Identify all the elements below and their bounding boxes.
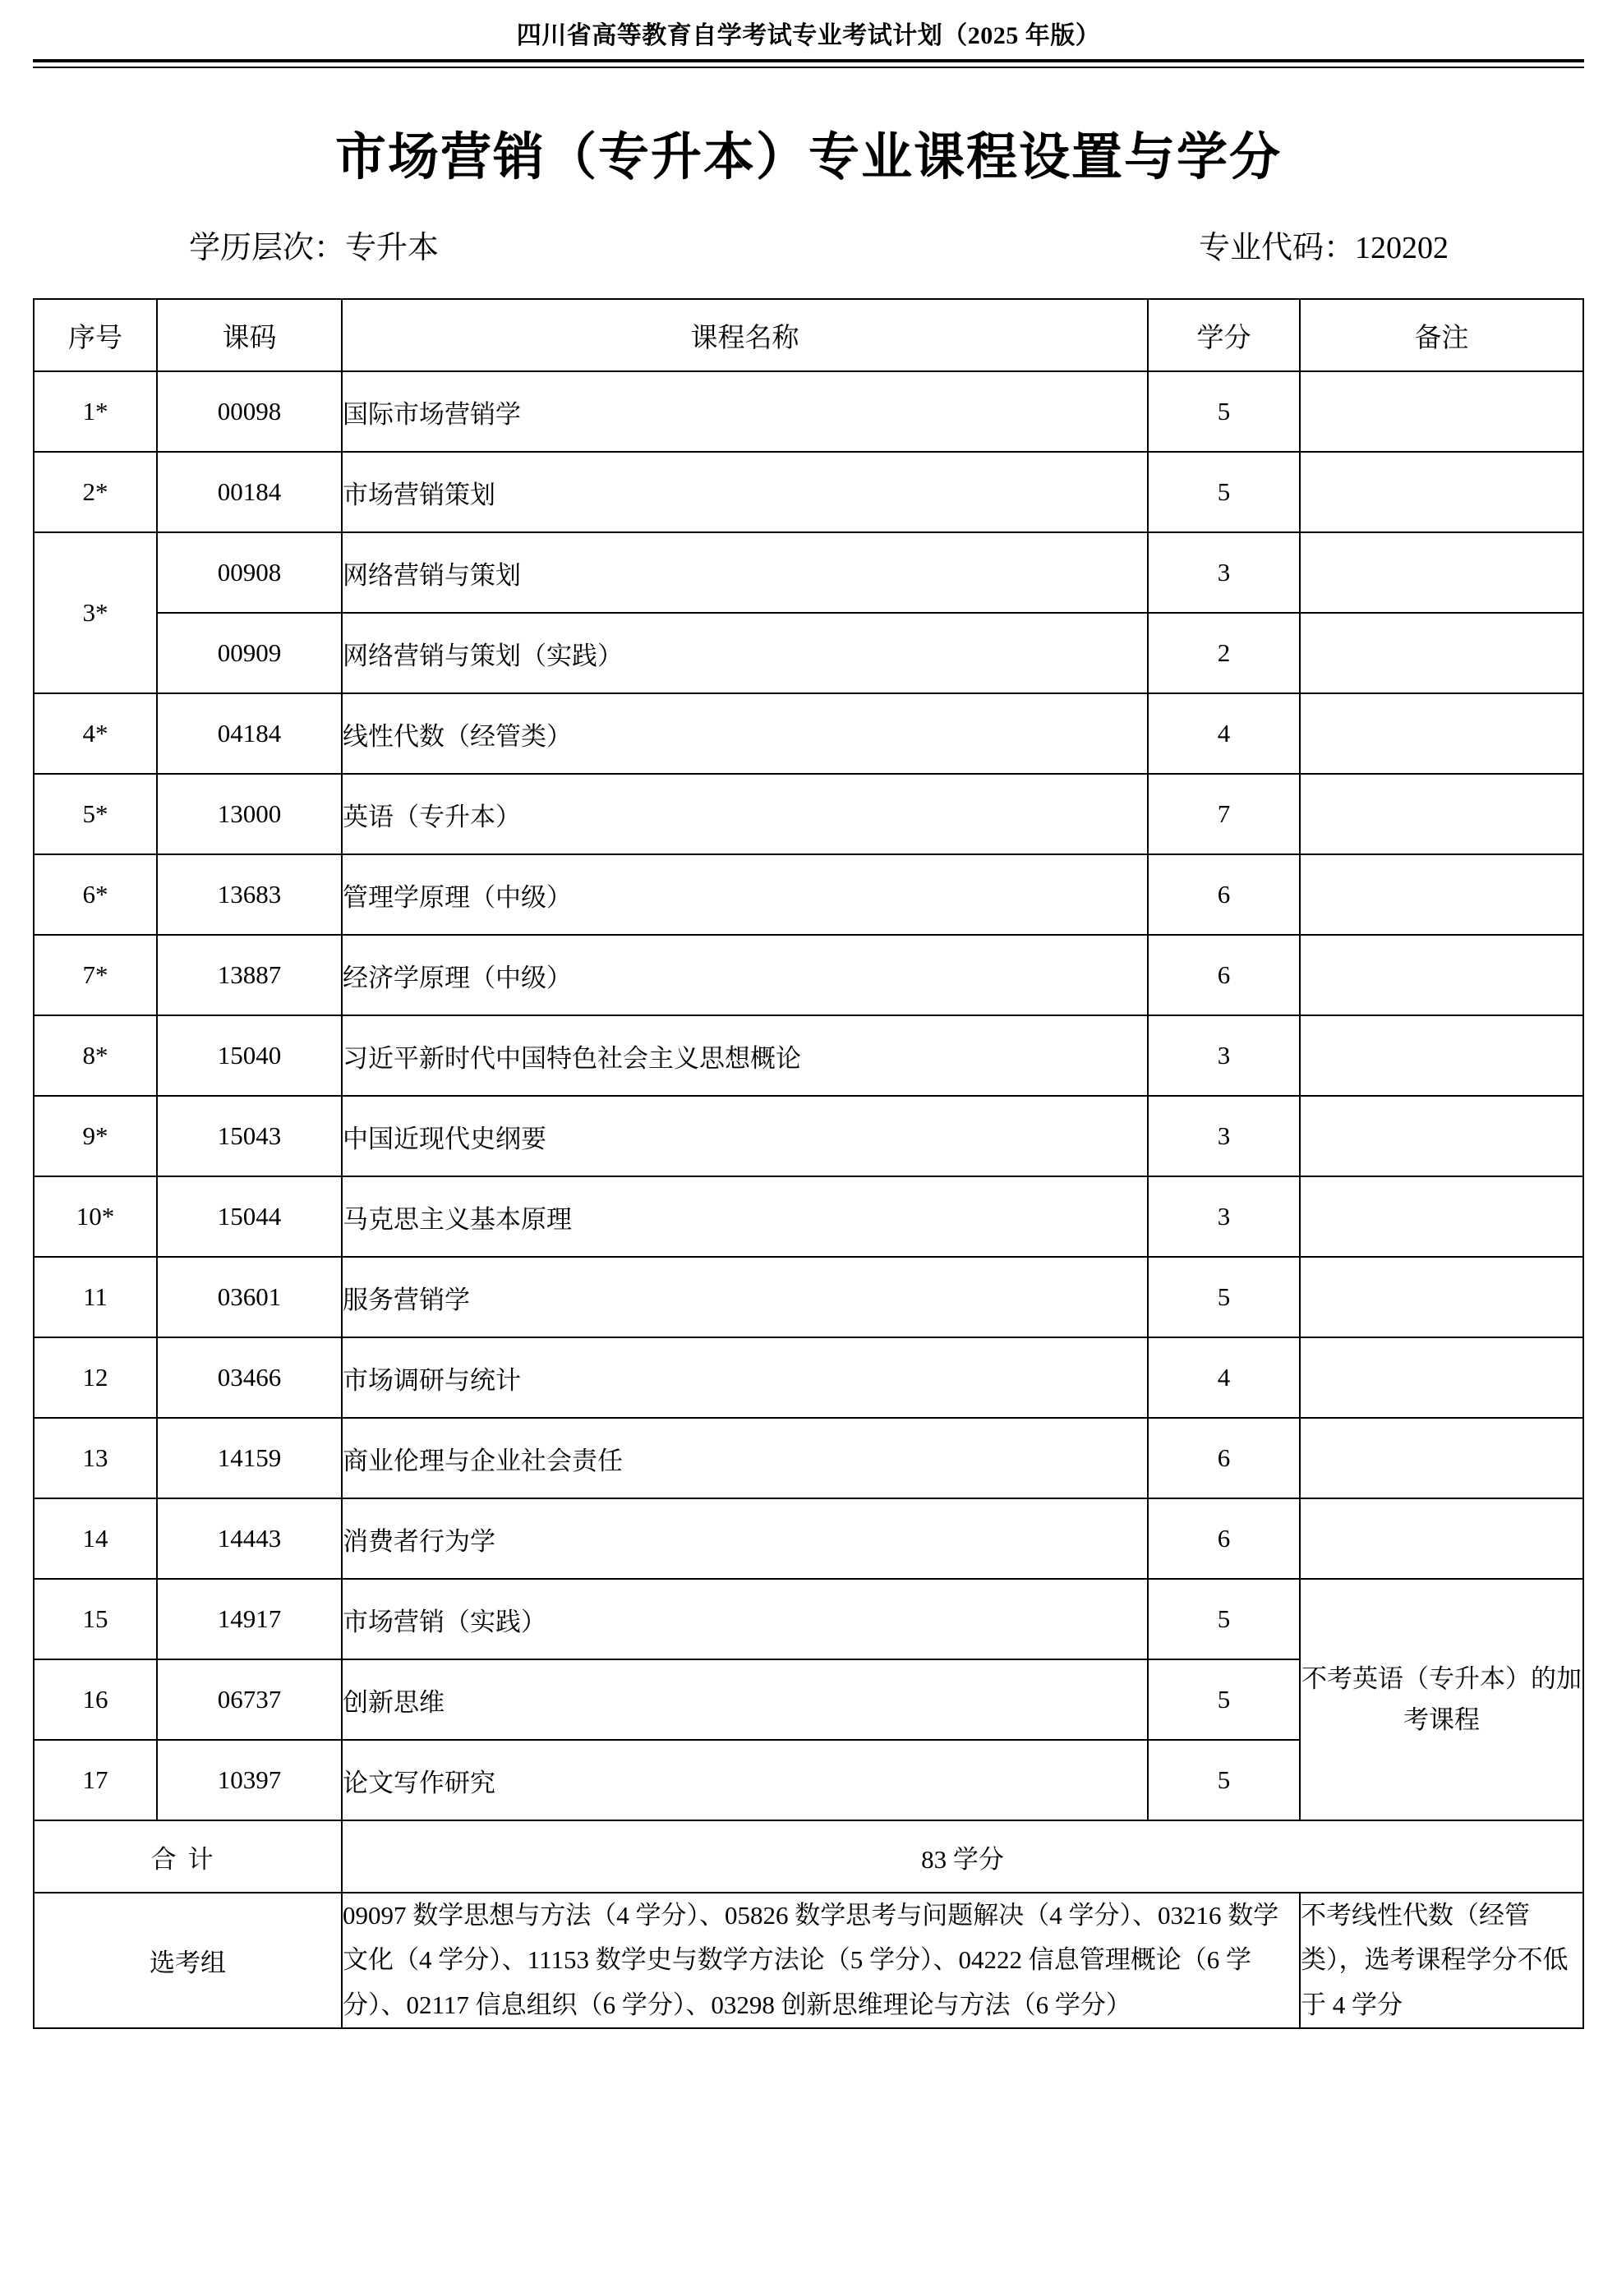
row-name: 管理学原理（中级）: [342, 854, 1148, 935]
row-no: 2*: [34, 452, 157, 532]
merged-note-cell: 不考英语（专升本）的加考课程: [1300, 1579, 1583, 1820]
row-no: 4*: [34, 693, 157, 774]
row-note: [1300, 1096, 1583, 1176]
row-no: 6*: [34, 854, 157, 935]
row-credit: 3: [1148, 1176, 1300, 1257]
row-note: [1300, 532, 1583, 613]
row-credit: 5: [1148, 1740, 1300, 1820]
table-row: [34, 1096, 1583, 1176]
row-name: 国际市场营销学: [342, 371, 1148, 452]
row-note: [1300, 1498, 1583, 1579]
table-row: [34, 1337, 1583, 1418]
table-row: [34, 452, 1583, 532]
row-note: [1300, 1418, 1583, 1498]
row-credit: 3: [1148, 1015, 1300, 1096]
row-credit: 4: [1148, 1337, 1300, 1418]
row-code: 00908: [157, 532, 342, 613]
row-no: 5*: [34, 774, 157, 854]
elective-row: [34, 1893, 1583, 2028]
total-row: [34, 1820, 1583, 1893]
row-credit: 3: [1148, 532, 1300, 613]
header-divider: [33, 59, 1584, 68]
table-row: [34, 1257, 1583, 1337]
total-value: 83 学分: [342, 1820, 1583, 1893]
row-credit: 5: [1148, 371, 1300, 452]
table-row: [34, 1418, 1583, 1498]
row-note: [1300, 371, 1583, 452]
row-note: [1300, 613, 1583, 693]
column-header-note: 备注: [1300, 299, 1583, 371]
table-row: [34, 774, 1583, 854]
row-code: 13000: [157, 774, 342, 854]
row-credit: 5: [1148, 1579, 1300, 1659]
row-name: 市场调研与统计: [342, 1337, 1148, 1418]
table-row: [34, 1176, 1583, 1257]
row-note: [1300, 1337, 1583, 1418]
row-no: 14: [34, 1498, 157, 1579]
course-plan-table: [33, 298, 1584, 2029]
row-note: [1300, 935, 1583, 1015]
row-code: 15043: [157, 1096, 342, 1176]
row-name: 网络营销与策划（实践）: [342, 613, 1148, 693]
row-code: 15044: [157, 1176, 342, 1257]
row-name: 中国近现代史纲要: [342, 1096, 1148, 1176]
row-no: 10*: [34, 1176, 157, 1257]
row-code: 03466: [157, 1337, 342, 1418]
table-row: [34, 371, 1583, 452]
row-code: 03601: [157, 1257, 342, 1337]
table-row: [34, 613, 1583, 693]
row-no: 15: [34, 1579, 157, 1659]
row-code: 15040: [157, 1015, 342, 1096]
row-name: 市场营销策划: [342, 452, 1148, 532]
row-code: 14443: [157, 1498, 342, 1579]
education-level: 学历层次：专升本: [189, 231, 440, 265]
total-label: 合计: [34, 1820, 342, 1893]
table-row: [34, 1579, 1583, 1659]
row-code: 13683: [157, 854, 342, 935]
row-credit: 4: [1148, 693, 1300, 774]
table-header-row: [34, 299, 1583, 371]
table-row: [34, 1498, 1583, 1579]
row-credit: 6: [1148, 854, 1300, 935]
row-code: 14159: [157, 1418, 342, 1498]
row-no: 8*: [34, 1015, 157, 1096]
table-row: [34, 693, 1583, 774]
row-name: 创新思维: [342, 1659, 1148, 1740]
row-code: 10397: [157, 1740, 342, 1820]
row-name: 网络营销与策划: [342, 532, 1148, 613]
row-name: 论文写作研究: [342, 1740, 1148, 1820]
row-credit: 6: [1148, 1498, 1300, 1579]
running-head: 四川省高等教育自学考试专业考试计划（2025 年版）: [516, 22, 1101, 49]
row-no: 17: [34, 1740, 157, 1820]
table-row: [34, 532, 1583, 613]
row-code: 14917: [157, 1579, 342, 1659]
row-note: [1300, 452, 1583, 532]
row-no: 7*: [34, 935, 157, 1015]
row-name: 服务营销学: [342, 1257, 1148, 1337]
row-no: 13: [34, 1418, 157, 1498]
row-no: 11: [34, 1257, 157, 1337]
row-credit: 3: [1148, 1096, 1300, 1176]
table-row: [34, 854, 1583, 935]
row-no: 9*: [34, 1096, 157, 1176]
major-code: 专业代码：120202: [1198, 231, 1449, 265]
row-code: 00909: [157, 613, 342, 693]
row-note: [1300, 854, 1583, 935]
title-meta: [33, 222, 1584, 267]
elective-label: 选考组: [34, 1893, 342, 2028]
row-no: 3*: [34, 532, 157, 693]
row-no: 1*: [34, 371, 157, 452]
row-name: 经济学原理（中级）: [342, 935, 1148, 1015]
row-name: 线性代数（经管类）: [342, 693, 1148, 774]
column-header-no: 序号: [34, 299, 157, 371]
page-title: 市场营销（专升本）专业课程设置与学分: [334, 130, 1282, 186]
row-name: 马克思主义基本原理: [342, 1176, 1148, 1257]
row-code: 13887: [157, 935, 342, 1015]
column-header-name: 课程名称: [342, 299, 1148, 371]
elective-courses: 09097 数学思想与方法（4 学分）、05826 数学思考与问题解决（4 学分）、03216 数学文化（4 学分）、11153 数学史与数学方法论（5 学分）、04222 信息管理概论（6 学分）、02117 信息组织（6 学分）、03298 创新思维理论与方法（6 学分）: [342, 1893, 1300, 2028]
row-name: 市场营销（实践）: [342, 1579, 1148, 1659]
table-row: [34, 1015, 1583, 1096]
row-credit: 7: [1148, 774, 1300, 854]
table-row: [34, 935, 1583, 1015]
row-credit: 5: [1148, 1659, 1300, 1740]
row-note: [1300, 693, 1583, 774]
row-name: 商业伦理与企业社会责任: [342, 1418, 1148, 1498]
row-credit: 6: [1148, 1418, 1300, 1498]
row-code: 04184: [157, 693, 342, 774]
row-credit: 5: [1148, 1257, 1300, 1337]
row-credit: 6: [1148, 935, 1300, 1015]
row-note: [1300, 1257, 1583, 1337]
row-credit: 5: [1148, 452, 1300, 532]
row-note: [1300, 774, 1583, 854]
row-code: 00184: [157, 452, 342, 532]
row-code: 06737: [157, 1659, 342, 1740]
row-note: [1300, 1015, 1583, 1096]
row-name: 习近平新时代中国特色社会主义思想概论: [342, 1015, 1148, 1096]
row-credit: 2: [1148, 613, 1300, 693]
elective-note: 不考线性代数（经管类），选考课程学分不低于 4 学分: [1300, 1893, 1583, 2028]
row-code: 00098: [157, 371, 342, 452]
row-name: 消费者行为学: [342, 1498, 1148, 1579]
row-name: 英语（专升本）: [342, 774, 1148, 854]
column-header-code: 课码: [157, 299, 342, 371]
row-no: 12: [34, 1337, 157, 1418]
row-note: [1300, 1176, 1583, 1257]
column-header-credit: 学分: [1148, 299, 1300, 371]
row-no: 16: [34, 1659, 157, 1740]
